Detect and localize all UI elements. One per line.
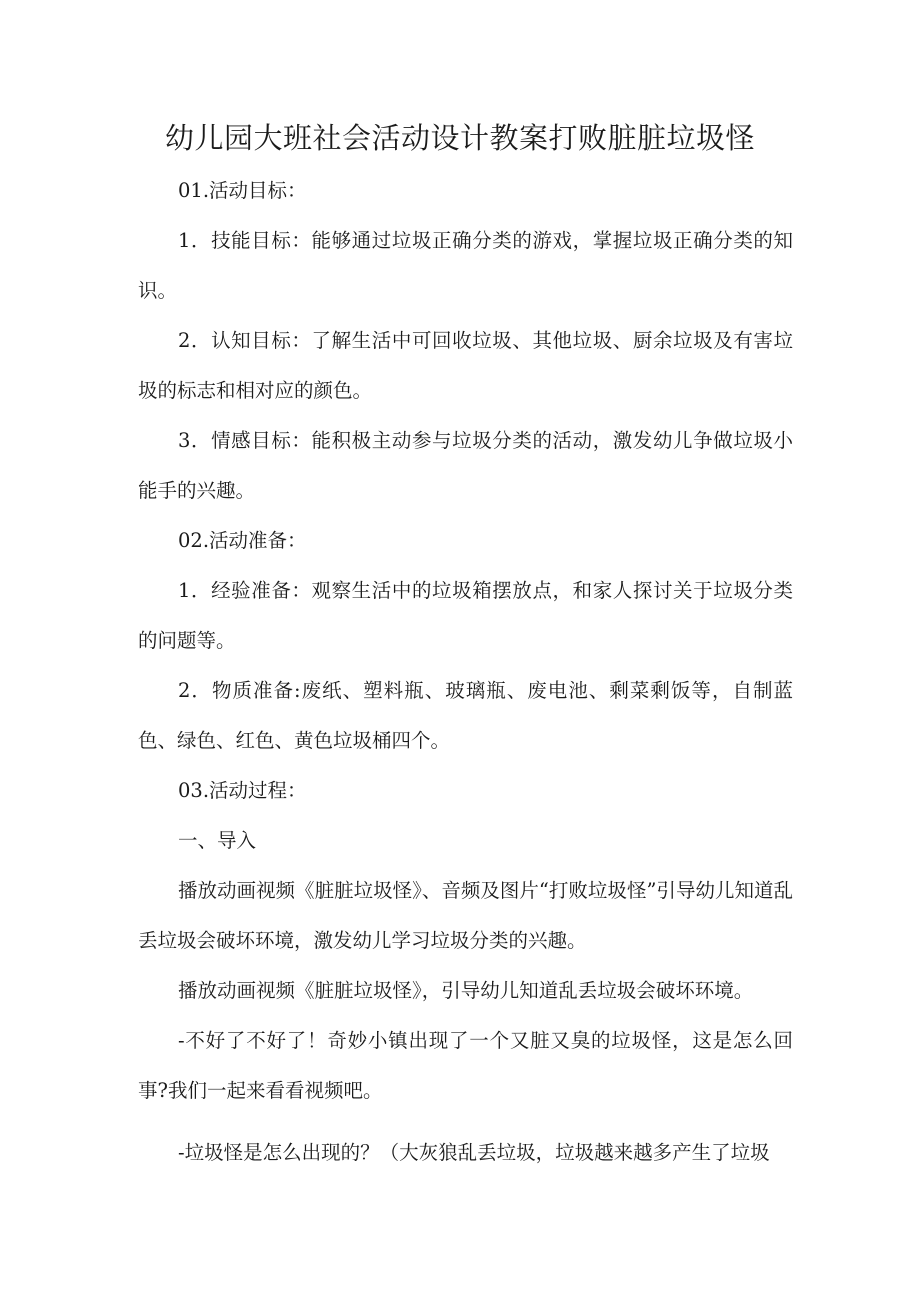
paragraph-intro-2: 播放动画视频《脏脏垃圾怪》，引导幼儿知道乱丢垃圾会破坏环境。 <box>178 979 754 1002</box>
paragraph-dialogue-2: -垃圾怪是怎么出现的？（大灰狼乱丢垃圾，垃圾越来越多产生了垃圾 <box>178 1141 770 1164</box>
section-heading-goals: 01.活动目标： <box>178 179 307 202</box>
section-heading-process: 03.活动过程： <box>178 779 307 802</box>
paragraph-skill-goal: 1．技能目标：能够通过垃圾正确分类的游戏，掌握垃圾正确分类的知识。 <box>138 229 793 302</box>
paragraph-cognitive-goal: 2．认知目标：了解生活中可回收垃圾、其他垃圾、厨余垃圾及有害垃圾的标志和相对应的颜色。 <box>138 329 793 402</box>
document-title: 幼儿园大班社会活动设计教案打败脏脏垃圾怪 <box>164 121 755 155</box>
subsection-heading-intro: 一、导入 <box>178 829 257 852</box>
paragraph-dialogue-1: -不好了不好了！奇妙小镇出现了一个又脏又臭的垃圾怪，这是怎么回事?我们一起来看看视频吧。 <box>138 1029 793 1102</box>
paragraph-intro-1: 播放动画视频《脏脏垃圾怪》、音频及图片“打败垃圾怪”引导幼儿知道乱丢垃圾会破坏环境，激发幼儿学习垃圾分类的兴趣。 <box>138 879 793 952</box>
paragraph-emotional-goal: 3．情感目标：能积极主动参与垃圾分类的活动，激发幼儿争做垃圾小能手的兴趣。 <box>138 429 793 502</box>
paragraph-experience-prep: 1．经验准备：观察生活中的垃圾箱摆放点，和家人探讨关于垃圾分类的问题等。 <box>138 579 793 652</box>
paragraph-material-prep: 2．物质准备:废纸、塑料瓶、玻璃瓶、废电池、剩菜剩饭等，自制蓝色、绿色、红色、黄色垃圾桶四个。 <box>138 679 793 752</box>
document-body <box>138 166 793 1178</box>
section-heading-preparation: 02.活动准备： <box>178 529 307 552</box>
